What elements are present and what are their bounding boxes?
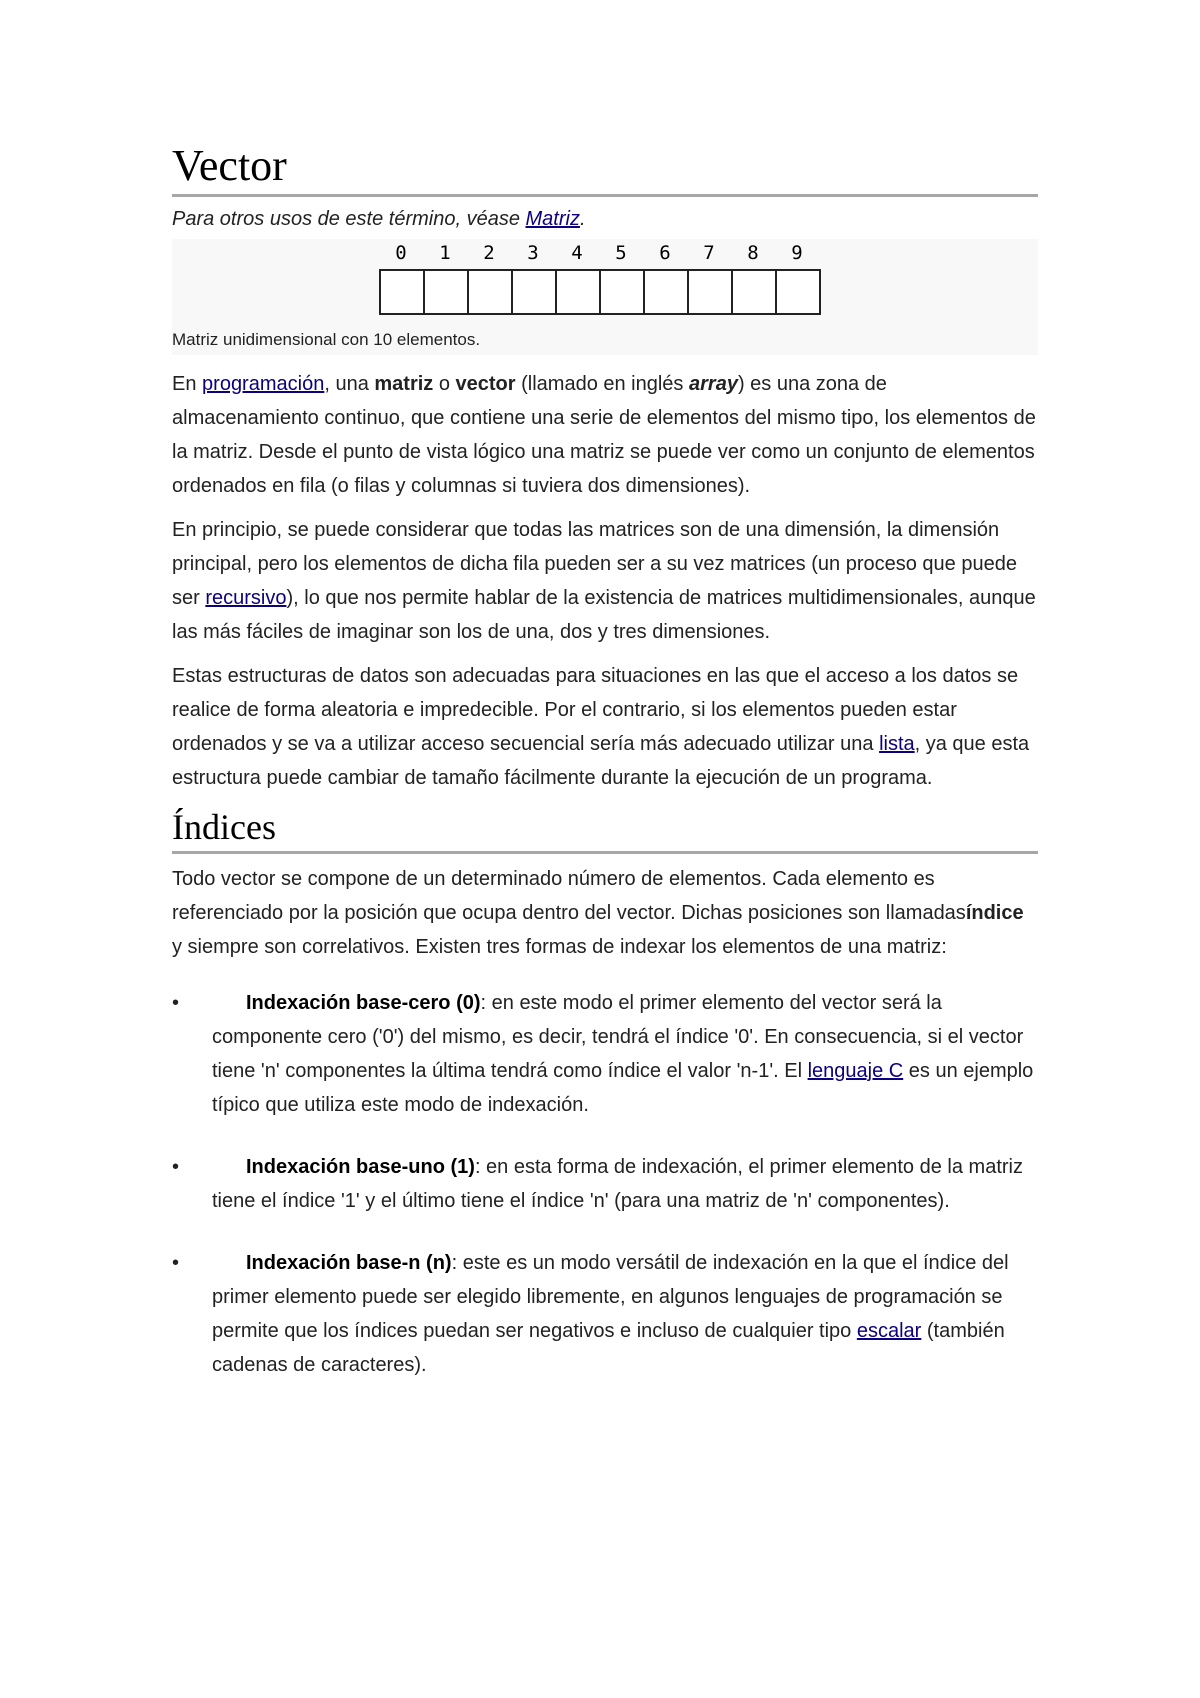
intro-paragraph-3 [172,659,1038,795]
bold-term-vector: vector [455,373,516,395]
page-title: Vector [172,140,1038,197]
link-escalar[interactable]: escalar [856,1320,922,1342]
link-programacion[interactable]: programación [202,373,325,395]
array-index-label: 5 [615,242,627,264]
list-item-lead: Indexación base-n (n) [246,1252,452,1274]
list-item [172,1150,1038,1218]
array-index-label: 1 [439,242,451,264]
array-cell [425,271,469,313]
text: ), lo que nos permite hablar de la existencia de matrices multidimensionales, aunque las más fáciles de imaginar son los de una, dos y tres dimensiones. [172,587,1036,643]
bullet-icon: • [172,1252,180,1274]
array-cells [379,269,821,315]
bullet-icon: • [172,992,180,1014]
list-item [172,1246,1038,1382]
array-index-labels [379,241,819,265]
text: (llamado en inglés [515,373,689,395]
text: : este es un modo versátil de indexación en la que el índice del primer elemento puede ser elegido libremente, en algunos lenguajes de programación se permite que los índices puedan ser negativos e incluso de cualquier tipo [212,1252,1009,1342]
article [172,140,1038,1410]
array-index-label: 0 [395,242,407,264]
link-recursivo[interactable]: recursivo [205,587,287,609]
hatnote [172,205,1038,233]
intro-paragraph-1 [172,367,1038,503]
array-figure [172,239,1038,355]
array-index-label: 9 [791,242,803,264]
link-lenguaje-c[interactable]: lenguaje C [807,1060,904,1082]
text: o [433,373,456,395]
array-index-label: 3 [527,242,539,264]
text: Todo vector se compone de un determinado número de elementos. Cada elemento es referenciado por la posición que ocupa dentro del vector. Dichas posiciones son llamadas [172,868,966,924]
array-cell [777,271,821,313]
array-cell [557,271,601,313]
text: es un ejemplo típico que utiliza este modo de indexación. [212,1060,1034,1116]
array-cell [733,271,777,313]
intro-paragraph-2 [172,513,1038,649]
text: ) es una zona de almacenamiento continuo, que contiene una serie de elementos del mismo tipo, los elementos de la matriz. Desde el punto de vista lógico una matriz se puede ver como un conjunto de elementos ordenados en fila (o filas y columnas si tuviera dos dimensiones). [172,373,1036,497]
array-index-label: 8 [747,242,759,264]
bold-term-indice: índice [965,902,1024,924]
array-cell [513,271,557,313]
array-cell [601,271,645,313]
figure-caption: Matriz unidimensional con 10 elementos. [172,330,481,349]
array-index-label: 6 [659,242,671,264]
array-index-label: 7 [703,242,715,264]
bold-italic-term-array: array [689,373,738,395]
text: En [172,373,203,395]
hatnote-text: Para otros usos de este término, véase [172,208,526,230]
array-cell [689,271,733,313]
array-cell [645,271,689,313]
bold-term-matriz: matriz [374,373,434,395]
hatnote-link-matriz[interactable]: Matriz [525,208,580,230]
indexing-list [172,986,1038,1382]
section-paragraph [172,862,1038,964]
text: , una [324,373,375,395]
array-cell [381,271,425,313]
text: : en este modo el primer elemento del vector será la componente cero ('0') del mismo, es decir, tendrá el índice '0'. En consecuencia, si el vector tiene 'n' componentes la última tendrá como índice el valor 'n-1'. El [212,992,1024,1082]
text: (también cadenas de caracteres). [212,1320,1005,1376]
list-item-lead: Indexación base-cero (0) [246,992,481,1014]
list-item-lead: Indexación base-uno (1) [246,1156,475,1178]
text: En principio, se puede considerar que todas las matrices son de una dimensión, la dimensión principal, pero los elementos de dicha fila pueden ser a su vez matrices (un proceso que puede ser [172,519,1017,609]
text: : en esta forma de indexación, el primer elemento de la matriz tiene el índice '1' y el último tiene el índice 'n' (para una matriz de 'n' componentes). [212,1156,1023,1212]
link-lista[interactable]: lista [879,733,915,755]
section-heading-indices: Índices [172,805,1038,854]
text: , ya que esta estructura puede cambiar de tamaño fácilmente durante la ejecución de un programa. [172,733,1030,789]
array-cell [469,271,513,313]
text: y siempre son correlativos. Existen tres formas de indexar los elementos de una matriz: [172,936,947,958]
bullet-icon: • [172,1156,180,1178]
array-index-label: 2 [483,242,495,264]
list-item [172,986,1038,1122]
text: Estas estructuras de datos son adecuadas para situaciones en las que el acceso a los datos se realice de forma aleatoria e impredecible. Por el contrario, si los elementos pueden estar ordenados y se va a utilizar acceso secuencial sería más adecuado utilizar una [172,665,1019,755]
array-index-label: 4 [571,242,583,264]
hatnote-suffix: . [579,208,586,230]
